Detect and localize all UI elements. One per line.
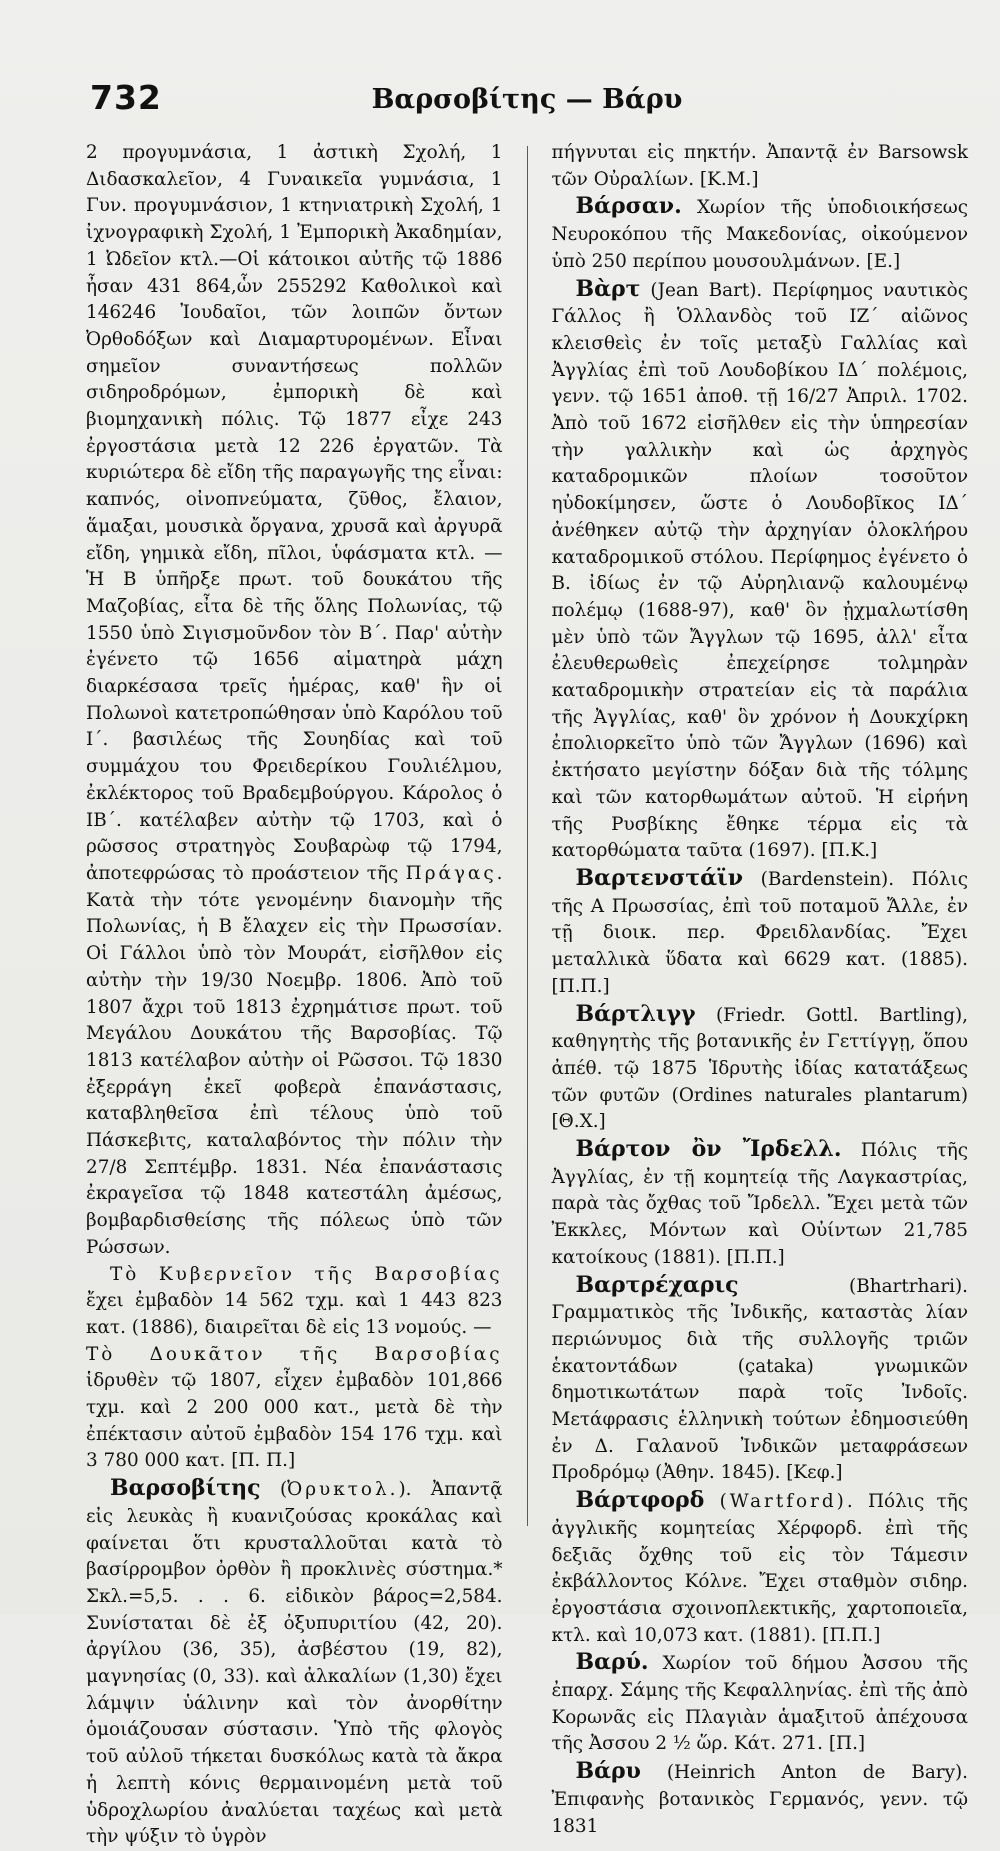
paragraph-duchy xyxy=(86,1342,503,1476)
paragraph-continuation: πήγνυται εἰς πηκτήν. Ἀπαντᾷ ἐν Barsowsk τῶν Οὐραλίων. [Κ.Μ.] xyxy=(551,142,969,190)
entry-bart xyxy=(552,276,969,865)
text-run: (Bhartrhari). Γραμματικὸς τῆς Ἰνδικῆς, καταστὰς λίαν περιώνυμος διὰ τῆς συλλογῆς τριῶν ἑκατοντάδων (çataka) γνωμικῶν δημοτικωτάτων παρὰ τοῖς Ἰνδοῖς. Μετάφρασις ἑλληνικὴ τούτων ἐδημοσιεύθη ἐν Δ. Γαλανοῦ Ἰνδικῶν μεταφράσεων Προδρόμῳ (Ἀθην. 1845). [Κεφ.] xyxy=(551,1275,969,1484)
page-number: 732 xyxy=(90,78,162,117)
left-column xyxy=(86,140,503,1848)
entry-headword: Βαρτενστάϊν xyxy=(575,864,743,891)
text-run: (Heinrich Anton de Bary). Ἐπιφανὴς βοτανικὸς Γερμανός, γενν. τῷ 1831 xyxy=(551,1762,969,1837)
entry-de-bary xyxy=(552,1758,969,1840)
entry-wartford xyxy=(552,1487,969,1649)
text-run: 2 προγυμνάσια, 1 ἀστικὴ Σχολή, 1 Διδασκαλεῖον, 4 Γυναικεῖα γυμνάσια, 1 Γυν. προγυμνάσιον, 1 κτηνιατρικὴ Σχολή, 1 ἰχνογραφικὴ Σχολή, 1 Ἐμπορικὴ Ἀκαδημίαν, 1 Ὠδεῖον κτλ.—Οἱ κάτοικοι αὐτῆς τῷ 1886 ἦσαν 431 864,ὧν 255292 Καθολικοὶ καὶ 146246 Ἰουδαῖοι, τῶν λοιπῶν ὄντων Ὀρθοδόξων καὶ Διαμαρτυρομένων. Εἶναι σημεῖον συναντήσεως πολλῶν σιδηροδρόμων, ἐμπορικὴ δὲ καὶ βιομηχανικὴ πόλις. Τῷ 1877 εἶχε 243 ἐργοστάσια μετὰ 12 226 ἐργατῶν. Τὰ κυριώτερα δὲ εἴδη τῆς παραγωγῆς της εἶναι: καπνός, οἰνοπνεύματα, ζῦθος, ἔλαιον, ἅμαξαι, μουσικὰ ὄργανα, χρυσᾶ καὶ ἀργυρᾶ εἴδη, γημικὰ εἴδη, πῖλοι, ὑφάσματα κτλ. — Ἡ Β ὑπῆρξε πρωτ. τοῦ δουκάτου τῆς Μαζοβίας, εἶτα δὲ τῆς ὅλης Πολωνίας, τῷ 1550 ὑπὸ Σιγισμοῦνδον τὸν Β΄. Παρ' αὐτὴν ἐγένετο τῷ 1656 αἱματηρὰ μάχη διαρκέσασα τρεῖς ἡμέρας, καθ' ἣν οἱ Πολωνοὶ κατετροπώθησαν ὑπὸ Καρόλου τοῦ Ι΄. βασιλέως τῆς Σουηδίας καὶ τοῦ συμμάχου του Φρειδερίκου Γουλιέλμου, ἐκλέκτορος τοῦ Βραδεμβούργου. Κάρολος ὁ ΙΒ΄. κατέλαβεν αὐτὴν τῷ 1703, καὶ ὁ ρῶσσος στρατηγὸς Σουβαρὼφ τῷ 1794, ἀποτεφρώσας τὸ προάστειον τῆς xyxy=(86,142,503,884)
two-column-body xyxy=(86,140,969,1848)
spaced-heading: Τὸ Δουκᾶτον τῆς Βαρσοβίας xyxy=(86,1343,503,1365)
entry-headword: Βαρύ. xyxy=(575,1649,649,1676)
text-run: . Κατὰ τὴν τότε γενομένην διανομὴν τῆς Πολωνίας, ἡ Β ἔλαχεν εἰς τὴν Πρωσσίαν. Οἱ Γάλλοι ὑπὸ τὸν Μουράτ, εἰσῆλθον εἰς αὐτὴν τὴν 19/30 Νοεμβρ. 1806. Ἀπὸ τοῦ 1807 ἄχρι τοῦ 1813 ἐχρημάτισε πρωτ. τοῦ Μεγάλου Δουκάτου τῆς Βαρσοβίας. Τῷ 1813 κατέλαβον αὐτὴν οἱ Ρῶσσοι. Τῷ 1830 ἐξερράγη ἐκεῖ φοβερὰ ἐπανάστασις, καταβληθεῖσα ἐπὶ τέλους ὑπὸ τοῦ Πάσκεβιτς, καταλαβόντος τὴν πόλιν τὴν 27/8 Σεπτέμβρ. 1831. Νέα ἐπανάστασις ἐκραγεῖσα τῷ 1848 κατεστάλη ἀμέσως, βομβαρδισθείσης τῆς πόλεως ὑπὸ τῶν Ρώσσων. xyxy=(86,862,503,1258)
text-run: Χωρίον τοῦ δήμου Ἀσσου τῆς ἐπαρχ. Σάμης τῆς Κεφαλληνίας. ἐπὶ τῆς ἀπὸ Κορωνᾶς εἰς Πλαγιὰν ἁμαξιτοῦ ἀπέχουσα τῆς Ἀσσου 2 ½ ὥρ. Κάτ. 271. [Π.] xyxy=(551,1653,969,1755)
text-run: (Friedr. Gottl. Bartling), καθηγητὴς τῆς βοτανικῆς ἐν Γεττίγγῃ, ὅπου ἀπέθ. τῷ 1875 Ἱδρυτὴς ἰδίας κατατάξεως τῶν φυτῶν (Ordines naturales plantarum) [Θ.Χ.] xyxy=(551,1004,969,1133)
text-run: Χωρίον τῆς ὑποδιοικήσεως Νευροκόπου τῆς Μακεδονίας, οἰκούμενον ὑπὸ 250 περίπου μουσουλμάνων. [Ε.] xyxy=(551,197,969,272)
spaced-word: (Wartford). xyxy=(704,1491,856,1513)
entry-barton-on-irwell xyxy=(552,1136,969,1272)
entry-vary-village xyxy=(552,1649,969,1758)
column-divider xyxy=(527,146,528,1526)
entry-headword: Βάρτλιγγ xyxy=(575,1000,696,1027)
entry-bhartrhari xyxy=(552,1272,969,1488)
text-run: Πόλις τῆς ἀγγλικῆς κομητείας Χέρφορδ. ἐπὶ τῆς δεξιᾶς ὄχθης τοῦ εἰς τὸν Τάμεσιν ἐκβάλλοντος Κόλνε. Ἔχει σταθμὸν σιδηρ. ἐργοστάσια σχοινοπλεκτικῆς, χαρτοποιεῖα, κτλ. καὶ 10,073 κατ. (1881). [Π.Π.] xyxy=(551,1491,969,1646)
spaced-word: Ὀρυκτολ. xyxy=(287,1479,399,1501)
entry-varsovitis xyxy=(86,1475,503,1851)
spaced-word: Πράγας xyxy=(405,862,497,884)
entry-headword: Βὰρτ xyxy=(575,275,641,302)
text-run: ( xyxy=(260,1479,288,1501)
entry-bartling xyxy=(552,1001,969,1137)
paragraph-governorate xyxy=(86,1262,503,1342)
entry-varsan xyxy=(552,193,969,275)
header-title: Βαρσοβίτης — Βάρυ xyxy=(371,84,683,115)
text-run: ἱδρυθὲν τῷ 1807, εἶχεν ἐμβαδὸν 101,866 τχμ. καὶ 2 200 000 κατ., μετὰ δὲ τὴν ἐπέκτασιν αὐτοῦ ἐμβαδὸν 154 176 τχμ. καὶ 3 780 000 κατ. [Π. Π.] xyxy=(86,1370,503,1472)
right-column xyxy=(551,140,969,1837)
text-run: ). Ἀπαντᾷ εἰς λευκὰς ἢ κυανιζούσας κροκάλας καὶ φαίνεται ὅτι κρυσταλλοῦται κατὰ τὸ βασίρρομβον ὀρθὸν ἢ προκλινὲς σύστημα.* Σκλ.=5,5. . . 6. εἰδικὸν βάρος=2,584. Συνίσταται δὲ ἐξ ὀξυπυριτίου (42, 20). ἀργίλου (36, 35), ἀσβέστου (19, 82), μαγνησίας (0, 33). καὶ ἀλκαλίων (1,30) ἔχει λάμψιν ὑάλινην καὶ τὸν ἀνορθίτην ὁμοιάζουσαν σύστασιν. Ὑπὸ τῆς φλογὸς τοῦ αὐλοῦ τήκεται δυσκόλως κατὰ τὰ ἄκρα ἡ λεπτὴ κόνις θερμαινομένη μετὰ τοῦ ὑδροχλωρίου ἀναλύεται ταχέως καὶ μετὰ τὴν ψύξιν τὸ ὑγρὸν xyxy=(86,1479,503,1848)
entry-headword: Βάρτφορδ xyxy=(575,1487,705,1514)
text-run: Πόλις τῆς Ἀγγλίας, ἐν τῇ κομητείᾳ τῆς Λαγκαστρίας, παρὰ τὰς ὄχθας τοῦ Ἴρδελλ. Ἔχει μετὰ τῶν Ἐκκλες, Μόντων καὶ Οὐίντων 21,785 κατοίκους (1881). [Π.Π.] xyxy=(551,1140,969,1268)
entry-headword: Βάρτον ὂν Ἴρδελλ. xyxy=(575,1136,842,1163)
running-head xyxy=(86,70,968,118)
entry-headword: Βάρσαν. xyxy=(575,193,682,220)
entry-bardenstein xyxy=(552,865,969,1001)
text-run: (Jean Bart). Περίφημος ναυτικὸς Γάλλος ἢ Ὁλλανδὸς τοῦ ΙΖ΄ αἰῶνος κλεισθεὶς ἐν τοῖς μεταξὺ Γαλλίας καὶ Ἀγγλίας ἐπὶ τοῦ Λουδοβίκου ΙΔ΄ πολέμοις, γενν. τῷ 1651 ἀποθ. τῇ 16/27 Ἀπριλ. 1702. Ἀπὸ τοῦ 1672 εἰσῆλθεν εἰς τὴν ὑπηρεσίαν τὴν γαλλικὴν καὶ ὡς ἀρχηγὸς καταδρομικῶν πλοίων τοσοῦτον ηὐδοκίμησεν, ὥστε ὁ Λουδοβῖκος ΙΔ΄ ἀνέθηκεν αὐτῷ τὴν ἀρχηγίαν ὁλοκλήρου καταδρομικοῦ στόλου. Περίφημος ἐγένετο ὁ Β. ἰδίως ἐν τῷ Αὐρηλιανῷ καλουμένῳ πολέμῳ (1688-97), καθ' ὃν ᾐχμαλωτίσθη μὲν ὑπὸ τῶν Ἄγγλων τῷ 1695, ἀλλ' εἶτα ἐλευθερωθεὶς ἐπεχείρησε τολμηρὰν καταδρομικὴν στρατείαν εἰς τὰ παράλια τῆς Ἀγγλίας, καθ' ὃν χρόνον ἡ Δουκχίρκη ἐπολιορκεῖτο ὑπὸ τῶν Ἄγγλων (1696) καὶ ἐκτήσατο μεγίστην δόξαν διὰ τῆς τόλμης καὶ τῶν κατορθωμάτων αὐτοῦ. Ἡ εἰρήνη τῆς Ρυσβίκης ἔθηκε τέρμα εἰς τὰ κατορθώματα ταῦτα (1697). [Π.Κ.] xyxy=(551,279,969,862)
entry-headword: Βαρτρέχαρις xyxy=(575,1271,739,1298)
text-run: (Bardenstein). Πόλις τῆς Α Πρωσσίας, ἐπὶ τοῦ ποταμοῦ Ἄλλε, ἐν τῇ διοικ. περ. Φρειδλανδίας. Ἔχει μεταλλικὰ ὕδατα καὶ 6629 κατ. (1885). [Π.Π.] xyxy=(551,868,969,997)
entry-headword: Βάρυ xyxy=(575,1758,641,1785)
text-run: ἔχει ἐμβαδὸν 14 562 τχμ. καὶ 1 443 823 κατ. (1886), διαιρεῖται δὲ εἰς 13 νομούς. — xyxy=(86,1290,503,1338)
spaced-heading: Τὸ Κυβερνεῖον τῆς Βαρσοβίας xyxy=(110,1263,503,1285)
entry-headword: Βαρσοβίτης xyxy=(110,1475,261,1502)
paragraph-warsaw-city xyxy=(86,140,503,1262)
